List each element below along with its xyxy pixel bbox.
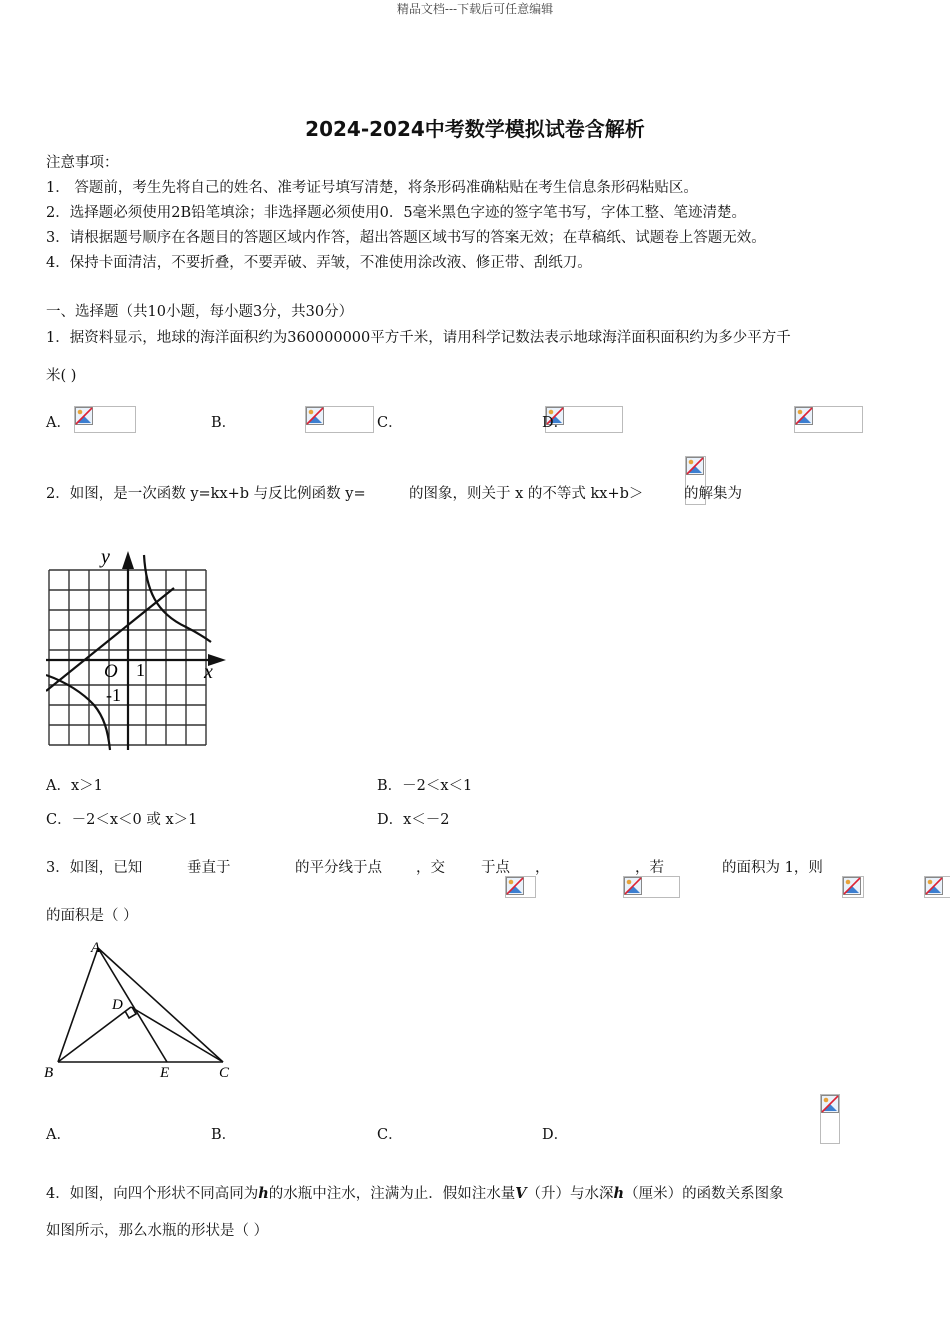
q3-option-a-label: A．	[46, 1127, 71, 1143]
graph-label-neg1: -1	[106, 685, 121, 705]
q3-text-part2: 垂直于	[187, 860, 231, 876]
q3-inline-image-4	[924, 876, 950, 898]
note-2: 2．选择题必须使用2B铅笔填涂；非选择题必须使用0．5毫米黑色字迹的签字笔书写，字体工整、笔迹清楚。	[46, 205, 747, 221]
q3-text-part7: ，若	[635, 860, 664, 876]
broken-image-icon	[686, 457, 704, 475]
page-header: 精品文档---下载后可任意编辑	[396, 2, 554, 16]
broken-image-icon	[506, 877, 524, 895]
q3-text-part8: 的面积为 1，则	[722, 860, 823, 876]
q1-option-c-label: C．	[377, 415, 403, 431]
q3-option-b-label: B．	[211, 1127, 237, 1143]
q3-text-line2: 的面积是（ ）	[46, 908, 138, 924]
q4-text-part1: 4．如图，向四个形状不同高同为	[46, 1186, 259, 1202]
broken-image-icon	[75, 407, 93, 425]
q2-function-graph	[46, 545, 226, 751]
q1-option-b-image	[305, 406, 374, 433]
q3-option-d-label: D．	[542, 1127, 569, 1143]
label-a: A	[91, 940, 101, 956]
q2-option-b: B．－2＜x＜1	[377, 778, 473, 794]
q1-option-a-label: A．	[46, 415, 71, 431]
q4-text-part4: （厘米）的函数关系图象	[624, 1186, 784, 1202]
broken-image-icon	[925, 877, 943, 895]
q4-var-h1: h	[258, 1185, 269, 1202]
graph-label-origin: O	[104, 661, 118, 682]
label-c: C	[219, 1065, 230, 1081]
q2-text-part1: 2．如图，是一次函数 y=kx+b 与反比例函数 y=	[46, 486, 366, 502]
graph-label-x: x	[204, 661, 213, 683]
segment-ab	[58, 948, 98, 1062]
q1-option-b-label: B．	[211, 415, 237, 431]
note-1: 1． 答题前，考生先将自己的姓名、准考证号填写清楚，将条形码准确粘贴在考生信息条形码粘贴区。	[46, 180, 698, 196]
q3-text-part6: ，	[535, 860, 550, 876]
q3-triangle-figure	[42, 938, 238, 1082]
q1-option-d-label: D．	[542, 415, 569, 431]
q2-text-part3: 的解集为	[684, 486, 742, 502]
q1-text-line2: 米( )	[46, 368, 77, 384]
label-d: D	[112, 997, 123, 1013]
broken-image-icon	[624, 877, 642, 895]
broken-image-icon	[795, 407, 813, 425]
section-heading: 一、选择题（共10小题，每小题3分，共30分）	[46, 304, 354, 320]
q2-option-a: A．x＞1	[46, 778, 103, 794]
broken-image-icon	[821, 1095, 839, 1113]
hyperbola-branch-lower	[46, 675, 110, 750]
q1-option-d-image	[794, 406, 863, 433]
q3-text-part4: ，交	[416, 860, 445, 876]
q2-text-part2: 的图象，则关于 x 的不等式 kx+b＞	[409, 486, 644, 502]
segment-dc	[131, 1007, 223, 1062]
q3-inline-image-3	[842, 876, 864, 898]
q4-text-part3: （升）与水深	[526, 1186, 614, 1202]
note-4: 4．保持卡面清洁，不要折叠，不要弄破、弄皱，不准使用涂改液、修正带、刮纸刀。	[46, 255, 592, 271]
q1-text-line1: 1．据资料显示，地球的海洋面积约为360000000平方千米，请用科学记数法表示地球海洋面积面积约为多少平方千	[46, 330, 791, 346]
q3-option-a-image	[820, 1094, 840, 1144]
label-e: E	[160, 1065, 170, 1081]
q1-option-a-image	[74, 406, 136, 433]
q2-option-c: C．－2＜x＜0 或 x＞1	[46, 812, 198, 828]
q3-inline-image-2	[623, 876, 680, 898]
q4-var-v: V	[515, 1185, 527, 1202]
q3-text-part5: 于点	[481, 860, 510, 876]
graph-label-y: y	[101, 546, 110, 568]
q3-inline-image-1	[505, 876, 536, 898]
q4-text-line1	[46, 1182, 784, 1203]
q4-var-h2: h	[613, 1185, 625, 1202]
notes-heading: 注意事项：	[46, 155, 119, 171]
q3-text-part1: 3．如图，已知	[46, 860, 143, 876]
q3-text-part3: 的平分线于点	[295, 860, 382, 876]
hyperbola-branch-upper	[144, 555, 211, 642]
broken-image-icon	[306, 407, 324, 425]
page-title: 2024-2024中考数学模拟试卷含解析	[305, 117, 645, 141]
q3-option-c-label: C．	[377, 1127, 403, 1143]
segment-ae	[98, 948, 167, 1062]
q2-option-d: D．x＜－2	[377, 812, 450, 828]
q4-text-line2: 如图所示，那么水瓶的形状是（ ）	[46, 1223, 269, 1239]
graph-label-one: 1	[136, 660, 145, 680]
segment-bd	[58, 1007, 131, 1062]
note-3: 3．请根据题号顺序在各题目的答题区域内作答，超出答题区域书写的答案无效；在草稿纸、试题卷上答题无效。	[46, 230, 766, 246]
q4-text-part2: 的水瓶中注水，注满为止．假如注水量	[268, 1186, 516, 1202]
label-b: B	[44, 1065, 54, 1081]
broken-image-icon	[843, 877, 861, 895]
